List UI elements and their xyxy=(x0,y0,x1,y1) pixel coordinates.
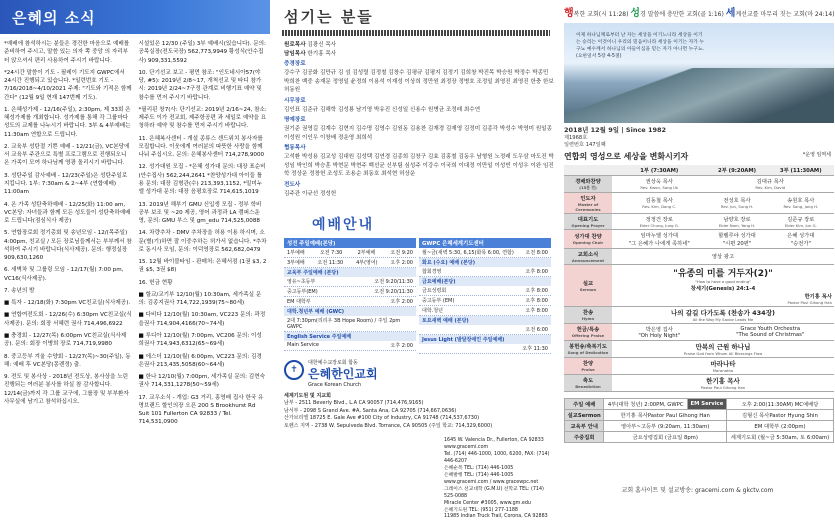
worship-table-right xyxy=(419,238,551,354)
news-item: 14. 차량추차 - DMV 추차장을 허용 이용 하시며, 소문(별(기)하면 잘 이중추하는 허가서 없습니다. *추차로 동시사 모임, 문의: 이덕영장로 562,682,0479 xyxy=(138,230,267,253)
order-cell xyxy=(707,213,768,229)
worship-table-left xyxy=(284,238,416,354)
address-block xyxy=(444,438,554,521)
news-item: *필리핀 창7(사: 단기선교: 2019년 2/16~24, 참소: 제주도 이가 전교회, 제주항공편 과 세일로 예약을 요청하라 예약 및 참수를 먼저 주시기 바랍니다. xyxy=(138,106,267,130)
table-row xyxy=(284,258,416,268)
order-cell-text: 권상욱 목사 xyxy=(645,179,673,186)
order-cell-en: Elder Kim, Jun G. xyxy=(784,222,817,228)
schedule-en: Sermon xyxy=(577,412,601,419)
table-row xyxy=(419,248,551,258)
title-divider xyxy=(282,30,550,36)
order-label-en: Song of Dedication xyxy=(567,350,609,356)
news-header xyxy=(0,0,270,34)
order-cell xyxy=(707,175,834,192)
section-text: 권기준 권영길 김계수 김현지 김수명 김영수 김원동 김용찬 김재경 김재영 김정미 김종각 박성수 박영미 원일종 이성원 이인우 이창배 정운영 최희석 xyxy=(284,125,553,141)
order-cell-text: 나의 갈길 다가도록 (찬송가 434장) xyxy=(671,308,775,317)
order-label-text: 경배와찬양 xyxy=(575,178,601,185)
order-cell xyxy=(768,192,834,213)
order-cell xyxy=(612,323,707,340)
news-left-column xyxy=(4,40,133,431)
branch-item: 산가브리엘 18725 E. Gale Ave #100 City of Industry, CA 91748 (714,537,6730) xyxy=(284,415,480,422)
pastor-name: 김광신 목사 xyxy=(307,42,337,48)
news-right-column xyxy=(139,40,268,431)
order-label-text: 성가대 찬양 xyxy=(574,234,602,241)
order-cell-en: Elder Chung, Jung G. xyxy=(639,222,679,228)
order-label xyxy=(564,175,612,192)
news-item: ■ 특자 - 12/18(화) 7:30pm VC친교실(식사제공). xyxy=(4,300,131,307)
order-cell-text: 은혜 성가대 "승전가" xyxy=(787,232,815,247)
order-label-text: 찬송 xyxy=(582,310,594,317)
motto-initial: 성 xyxy=(630,8,641,19)
order-cell-text: 할렐루야 성가대 "시편 20편" xyxy=(718,232,756,247)
table-subheading: 대학.청년부 예배 (GWC) xyxy=(284,307,416,316)
mountain-image xyxy=(564,68,834,123)
table-cell: 2부예배 xyxy=(357,250,376,257)
order-cell xyxy=(707,229,768,248)
news-item: 10. 단기선교 보고 - 평먼 참조: "인도네시아57(야당, #5): 2019년 2/8~17, 개척선교 및 타디 참가시: 2019년 2/24~7구정 관계로 비행기표 예약 및 참수를 먼저 주시기 바랍니다. xyxy=(138,69,262,101)
table-row xyxy=(284,316,416,332)
news-item: 7. 송년의 밤 xyxy=(4,287,35,294)
news-item: ■ 할교/교기부 12/10(월) 10:30am, 세가족실 문의: 김종지권사 714,722,1939(75~80세) xyxy=(138,291,262,307)
schedule-cell xyxy=(726,420,833,431)
order-row xyxy=(564,213,834,229)
table-cell: 오후 8:00 xyxy=(525,288,548,295)
church-logo-icon: ✝ xyxy=(284,360,304,380)
order-cell xyxy=(612,175,707,192)
order-row xyxy=(564,340,834,357)
order-cell xyxy=(707,323,834,340)
service-time-heading: 1부 (7:30AM) xyxy=(612,165,707,176)
table-cell: 오후 2:00 xyxy=(390,260,413,267)
news-title: 은혜의 소식 xyxy=(12,8,96,27)
staff-list xyxy=(284,41,554,198)
section-heading: 협동목사 xyxy=(284,145,306,152)
address-line: Miracle Center #3005, www.gm.edu xyxy=(444,500,531,506)
table-cell: EM 대학부 xyxy=(287,299,311,306)
order-cell-text: 김준규 장로 xyxy=(787,216,815,223)
table-row xyxy=(284,341,416,351)
news-item: ■ 루디아 12/10(월) 7:00pm, VC206 문의: 이성희권사 714,943,6312(65~69세) xyxy=(138,332,262,348)
table-subheading: 교육부 주일예배 (본당) xyxy=(284,268,416,277)
church-info xyxy=(284,360,554,389)
schedule-cell xyxy=(687,398,726,409)
schedule-row xyxy=(565,398,834,409)
address-line: Tel. (714) 446-1000, 1000, 6200, FAX: (714) 446-6207 xyxy=(444,451,550,464)
order-cell-text: Grace Youth Orchestra "The Sound of Christmas" xyxy=(736,325,805,338)
news-item: ■ 연합여전도회 - 12/26(수) 6:30pm VC친교실(식사제공). 문의: 회장 서혜련 권사 714,496,6922 xyxy=(4,312,132,327)
table-cell: 중고등부 (EM) xyxy=(422,298,455,305)
motto-text: 복한 교회(시 11:28) xyxy=(573,11,629,18)
order-label xyxy=(564,192,612,213)
section-heading: 전도사 xyxy=(284,181,301,188)
bulletin-date: 2018년 12월 9일 | Since 1982 xyxy=(564,126,667,134)
order-row xyxy=(564,306,834,323)
order-row xyxy=(564,374,834,391)
order-label-en: (15분 전) xyxy=(579,184,597,190)
branch-item: 남서부 - 2098 S Grand Ave. #A, Santa Ana, CA 92705 (714,667,0636) xyxy=(284,407,457,414)
address-line: 은혜발행 TEL: (714) 446-1005 xyxy=(444,472,514,478)
table-heading: 성전 주일예배(본당) xyxy=(284,238,416,248)
news-item: 2. 교육부 성탄절 기쁜 예배 - 12/21(금), VC본당에서 교육부 주관으로 특별 프로그램으로 진행되오니 온 가족이 모여 하나님께 영광 돌리시기 바랍니다. xyxy=(4,143,130,167)
schedule-text: 영아부~고등부 (9:20am, 11:30am) xyxy=(621,423,710,430)
table-cell: 오전 9:20/11:30 xyxy=(374,289,413,296)
schedule-cell xyxy=(565,431,604,442)
order-label xyxy=(564,264,612,306)
table-row xyxy=(419,286,551,296)
schedule-en: Pastor Hyung Shin xyxy=(769,412,818,419)
order-cell-text: "유종의 미를 거두자(2)" xyxy=(673,268,773,279)
schedule-cell xyxy=(565,409,604,420)
order-cell xyxy=(612,340,834,357)
order-cell-text: 만복의 근원 하나님 xyxy=(695,342,751,351)
senior-name: 한기홍 목사 xyxy=(307,50,337,57)
news-item: 12. 성가대원 모집 - *은혜 성가대 문의: 대장 표순비(안수집사) 562,244,2641 *찬양성가대 아이들 틀용 문의: 대장 김형관(수) 213,393,1152, *밀미누엘 성가대 문의: 대장 음평호장로 714,615,1019 xyxy=(138,164,266,196)
schedule-text: EM Service xyxy=(690,400,724,407)
table-subheading: Jesus Light (발달장애인 주일예배) xyxy=(419,335,551,344)
order-label-en: Benediction xyxy=(575,384,601,390)
order-label xyxy=(564,306,612,323)
pastor-role: 원로목사 xyxy=(284,42,306,48)
order-cell xyxy=(612,264,834,306)
table-subheading: 화요 (수요) 예배 (본당) xyxy=(419,258,551,267)
table-cell: 3부예배 xyxy=(287,260,305,267)
order-label-text: 교회소식 xyxy=(577,251,599,258)
order-cell xyxy=(768,213,834,229)
table-cell: 오후 8:00 xyxy=(525,298,548,305)
table-cell: 월~금(새벽 5:30, 6,15(화목 6:00, 연합) xyxy=(422,250,514,257)
schedule-text: 설교 xyxy=(567,412,578,419)
table-row xyxy=(419,306,551,316)
news-column xyxy=(0,0,270,497)
order-cell xyxy=(707,192,768,213)
section-text: 강수구 김공화 김만규 김 섬 김성렬 김정철 김창수 김평규 김평지 김정기 김희창 박진목 박승원 박정수 박종민 박희찬 백중 송재문 정영일 윤정희 이용석 이재성 이상희 정만원 최정장 정병호 조정일 최영진 최영진 한충 한보 허동원 xyxy=(284,69,554,94)
order-cell xyxy=(612,248,834,264)
bulletin-serial: 일련번호 147일째 xyxy=(564,141,606,148)
table-cell: 중고등부(EM) xyxy=(287,289,318,296)
table-row xyxy=(419,325,551,335)
order-row xyxy=(564,248,834,264)
order-of-service xyxy=(564,165,834,392)
order-label xyxy=(564,340,612,357)
schedule-cell xyxy=(565,398,604,409)
schedule-text: 교육부 안내 xyxy=(570,423,598,430)
table-row xyxy=(284,277,416,287)
schedule-cell xyxy=(604,398,687,409)
table-cell: 오전 9:20/11:30 xyxy=(374,279,413,286)
order-label-en: Offering Praise xyxy=(571,333,605,339)
church-motto xyxy=(564,4,835,19)
address-line: 은혜순복 TEL: (714) 446-1005 xyxy=(444,465,514,471)
news-item: ■ 충경회 - 12/27(목) 6:00pm VC친교실(식사제공). 문의: 회장 이병희 장로 714,719,9980 xyxy=(4,332,127,348)
order-cell-sub: All the Way My Savior Leads Me xyxy=(692,316,754,322)
news-item: 4. 온 가족 성탄축하예배 - 12/25(화) 11:00 am, VC본당: 자녀들과 함께 모든 성도들이 성탄축하예배로 드립니다(점심식사 제공) xyxy=(4,201,131,225)
table-heading: GWPC 은혜세계기도센터 xyxy=(419,238,551,248)
staff-title: 섬기는 분들 xyxy=(284,8,374,26)
news-item: 16. 헌금 현황 xyxy=(138,279,173,286)
order-label-text: 헌금/특송 xyxy=(576,327,600,334)
address-line: www.gracemi.com / www.gracewpc.net xyxy=(444,479,539,485)
order-label-text: 봉헌송/축복기도 xyxy=(569,344,607,351)
order-cell-text: 마라나타 xyxy=(710,359,736,368)
table-cell: 오전 11:30 xyxy=(317,260,344,267)
cover-verse: 이제 하나님께로부터 난 자는 세상을 이기느니라 세상을 이기는 승리는 이것이니 우리의 믿음이니라 세상을 이기는 자가 누구뇨 예수께서 하나님의 아들이심을 믿는 자가 아니면 누구뇨. (요한일서 5장 4-5절) xyxy=(576,33,705,59)
news-item: *예배에 참석하시는 분들은 경건한 마음으로 예배를 준비하여 주시고, 말씀 있는 의자 쪽 중앙 의 자리부터 앉으셔서 편리 사용하여 주시기 바랍니다. xyxy=(4,41,130,64)
schedule-row xyxy=(565,409,834,420)
section-heading: 명예장로 xyxy=(284,117,306,124)
order-cell xyxy=(768,229,834,248)
sermon-preacher-en: Pastor Paul Gihong Han xyxy=(787,299,832,305)
schedule-cell xyxy=(726,409,833,420)
order-cell xyxy=(612,357,834,374)
table-cell: 1부예배 xyxy=(287,250,305,257)
schedule-text: 오후 2:00(11:30AM) MC예배당 xyxy=(741,401,819,408)
news-item: ■ 다비다 12/10(월) 10:30am, VC223 문의: 곽정을권사 714,904,4166(70~74세) xyxy=(138,312,266,327)
address-line: 11985 Indian Truck Trail, Corona, CA 92883 xyxy=(444,514,548,520)
church-sub: 대한예수교장로회 합동 xyxy=(308,360,358,367)
motto-initial: 세 xyxy=(725,8,736,19)
order-cell-text: 전성호 목사 xyxy=(723,198,751,205)
order-label-text: 찬양 xyxy=(582,361,594,368)
table-cell: 오후 11:30 xyxy=(522,346,548,353)
table-subheading: English Service 주일예배 xyxy=(284,332,416,341)
schedule-cell xyxy=(604,431,726,442)
bulletin-volume: 제1968호 xyxy=(564,134,588,141)
news-item: 13. 2019년 해부기 GMU 신입생 모집 - 정부 학비 공부 보조 및 ~20 제공, 영어 과정과 LA 캠퍼스운영, 문의: GMU 부스 및 gm_edu 714,525,0088 xyxy=(138,201,262,225)
schedule-text: 주일 예배 xyxy=(573,401,596,408)
schedule-cell xyxy=(604,409,726,420)
staff-column xyxy=(278,0,554,520)
order-label xyxy=(564,357,612,374)
order-row xyxy=(564,264,834,306)
order-cell-en: Rev. Kwon, Sang Uk xyxy=(640,185,679,191)
order-label xyxy=(564,248,612,264)
table-row xyxy=(284,287,416,297)
order-cell xyxy=(612,374,834,391)
schedule-row xyxy=(565,420,834,431)
news-item: 9. 전도 및 봉사상 - 2018년 전도상, 봉사상을 노린 진행되는 여러분 봉사를 하실 참 감사합니다. 12/14(금)까지 각 그룹 교구에, 그룹장 및 부부환자 사무실에 남기고 참석하십시오. xyxy=(4,374,129,405)
order-cell xyxy=(612,306,834,323)
address-line: 1645 W. Valencia Dr., Fullerton, CA 92833 www.gracemi.com xyxy=(444,438,544,450)
date-block xyxy=(564,126,835,149)
table-cell: 대학.청년 xyxy=(422,308,443,315)
order-row xyxy=(564,229,834,248)
order-column xyxy=(560,0,835,497)
order-cell-en: Rev. Kim, Dong C. xyxy=(642,204,677,210)
section-heading: 시무장로 xyxy=(284,97,306,104)
schedule-cell xyxy=(726,431,833,442)
schedule-text: EM 대학부 (2:00pm) xyxy=(754,423,806,430)
order-header-row xyxy=(564,165,834,176)
church-name: 은혜한인교회 xyxy=(308,366,378,381)
schedule-en: Pastor Paul Gihong Han xyxy=(647,412,710,419)
sermon-preacher: 한기홍 목사 xyxy=(804,293,832,300)
news-item: ■ 한나 12/10(월) 7:00pm, 세가족실 문의: 김현숙권사 714,331,1278(50~59세) xyxy=(138,374,266,389)
order-cell-text: 송원호 목사 xyxy=(787,198,815,205)
address-line: 그레이스 선교대학 (G.M.U) 선학교 TEL: (714) 525-0088 xyxy=(444,486,544,499)
news-item: 11. 은혜복사센터 - 개설 종류스 센드위치 봉사자를 모집합니다. 이웃에게 여러분의 따뜻한 사랑을 함께 나눠 주십시오. 문의: 은혜봉사센터 714,278,9000 xyxy=(138,135,265,159)
senior-role: 담임목사 xyxy=(284,50,306,57)
news-item: ■ 에스더 12/10(월) 6:00pm, VC223 문의: 김경은권사 213,435,5058(60~64세) xyxy=(138,353,262,368)
order-cell-text: 박은영 집사 "Oh Holy Night" xyxy=(638,326,681,339)
section-text: 고석환 박성용 김교성 김대원 김성택 김연경 김종희 김창구 김효 김홍철 김동우 남형원 노정래 도우삼 마도진 박성임 박인희 박승훈 박현문 박현주 백선균 신부팀 심성주 이강수 이국희 이대정 이만일 이성빈 이성우 이완 임진학 정상운 정창헌 조성도 조용순 최동호 최석현 허상운 xyxy=(284,153,554,178)
news-item: 6. 새벽차 및 그룹링 모임 - 12/17(월) 7:00 pm, VC16(식사제공). xyxy=(4,267,124,282)
table-cell: 오후 2:00 xyxy=(390,343,413,350)
table-cell: 2대 7:30pm(리리우 3B Hope Room) / 주일 2pm GWPC xyxy=(287,318,401,331)
table-subheading: 금요예배(본당) xyxy=(419,277,551,286)
order-label-en: Opening Choir xyxy=(572,240,604,246)
section-text: 김인표 김준규 김해학 김성룡 남기영 박유진 신성일 신용수 원병균 조정래 최수연 xyxy=(284,106,481,113)
table-cell: 오전 6:00 xyxy=(525,327,548,334)
order-row xyxy=(564,192,834,213)
motto-initial: 행 xyxy=(564,8,574,19)
order-label-text: 축도 xyxy=(582,378,594,385)
order-label-en: Announcement xyxy=(571,257,605,263)
order-label-text: 인도자 xyxy=(580,195,596,202)
schedule-text: 주중집회 xyxy=(574,434,595,441)
branch-item: 토렌스 지역 - 2738 W. Sepulveda Blvd. Torrance, CA 90505 (주일 학교: 714,329,6000) xyxy=(284,422,493,429)
table-cell: 오후 8:00 xyxy=(525,269,548,276)
weekly-schedule xyxy=(564,398,834,443)
order-cell-text: 정정건 장로 xyxy=(645,216,673,223)
order-cell-text: 한기홍 목사 xyxy=(706,376,740,385)
schedule-text: 세계기도회 (월~금 5:30am, 토 6:00am) xyxy=(730,434,830,441)
order-label-en: Hymn xyxy=(581,316,595,322)
order-row xyxy=(564,323,834,340)
order-label xyxy=(564,213,612,229)
table-row xyxy=(419,267,551,277)
table-subheading: 토요새벽 예배 (본당) xyxy=(419,316,551,325)
order-cell-sub: Praise God from Whom All Blessings Flow xyxy=(683,350,763,356)
schedule-row xyxy=(565,431,834,442)
news-item: 15. 12월 바이블타임 - 판매처: 은혜서점 (1권 $3, 2권 $5, 3권 $8) xyxy=(138,259,267,274)
branch-item: 남부 - 2511 Beverly Blvd., L.A CA 90057 (714,476,9165) xyxy=(284,400,424,407)
service-time-heading: 3부 (11:30AM) xyxy=(768,165,834,176)
table-row xyxy=(284,248,416,258)
cover-photo xyxy=(564,23,834,123)
table-cell: 금요성령회 xyxy=(422,288,447,295)
order-cell xyxy=(612,192,707,213)
order-cell-text: 김대규 목사 xyxy=(756,179,784,186)
order-cell-sub: "How to have a good ending" xyxy=(695,278,751,284)
news-item: 17. 교우소식 - 개업: G3 거리, 홍영배 집사 한국 유명브랜드 할인의장 오픈 200 S Brookhurst Rd Suit 101 Fullerton CA 92833 / Tel. 714,531,0900 xyxy=(138,394,264,426)
address-line: 은혜기도원 TEL: (951) 277-1188 xyxy=(444,507,518,513)
table-cell: 오전 9:20 xyxy=(390,250,413,257)
table-row xyxy=(419,296,551,306)
schedule-cell xyxy=(726,398,833,409)
order-cell-en: Rev. Jun, Sung H. xyxy=(720,204,754,210)
order-cell-text: 임마누엘 성가대 "그 은혜가 나에게 족하네" xyxy=(628,232,690,247)
order-label-en: Praise xyxy=(581,367,595,373)
table-row xyxy=(284,297,416,307)
table-cell: 영유~초등부 xyxy=(287,279,316,286)
order-label-text: 대표기도 xyxy=(577,216,599,223)
order-cell-text: 김동철 목사 xyxy=(645,198,673,205)
news-item: *24시간 말씀이 기도 - 필레이 기도지 GWPC에서 24시간 진행되고 있습니다. *일련번호 기도 - 7/16/2018~4/10/2021 주제: "기도와 기적은 함께 간다" (12월 9일 현재 147번째 기도). xyxy=(4,69,132,101)
table-row xyxy=(419,344,551,354)
order-label-en: Master of Ceremonies xyxy=(575,201,601,212)
footer-url: 교회 홈사이트 및 설교방송: gracemi.com & gkctv.com xyxy=(621,487,774,494)
news-item: 1. 은혜성가제 - 12/16(주일), 2:30pm, 제 33회 은혜성가제를 개최합니다. 성가제를 통해 각 그룹마다 성도의 교제를 나누시기 바랍니다. 3부 & 4부예배는 11:30am 연합으로 드립니다. xyxy=(4,106,131,138)
table-cell: 오전 7:30 xyxy=(319,250,343,257)
worship-title: 예배안내 xyxy=(312,217,375,234)
order-cell-en: Rev. Kim, David xyxy=(755,185,786,191)
table-cell: 오후 2:00 xyxy=(390,299,413,306)
sermon-ref: 창세기(Genesis) 24:1-4 xyxy=(690,285,756,292)
schedule-text: 한기홍 목사 xyxy=(620,412,648,419)
order-label-en: Sermon xyxy=(579,286,597,292)
schedule-text: 김형신 목사 xyxy=(742,412,770,419)
order-label xyxy=(564,374,612,391)
worship-tables xyxy=(284,238,554,354)
schedule-text: 4부(대학 청년) 2:00PM, GWPC xyxy=(607,401,684,408)
news-item: 8. 중고등부 겨울 수양회 - 12/27(목)~30(주일), 동해: 예배 후 VC본당(몽렌정) 출. xyxy=(4,353,131,368)
table-cell: 오전 8:00 xyxy=(525,250,548,257)
section-text: 김주관 이규선 정성헌 xyxy=(284,190,337,197)
news-item: 시설있은 12/30 (주일) 3부 예배시(있습니다). 문의: 공목실장(전도국장) 562,773,9949 황성식(안수집사) 909,331,5592 xyxy=(138,41,266,64)
theme-text: 연합의 영성으로 세상을 변화시키자 xyxy=(564,151,689,161)
order-cell-text: 영상 광고 xyxy=(711,254,735,261)
section-heading: 증경장로 xyxy=(284,61,306,68)
table-cell: 합회경영 xyxy=(422,269,442,276)
order-cell-sub: Maranatha xyxy=(712,367,734,373)
news-body xyxy=(0,34,270,431)
schedule-cell xyxy=(604,420,726,431)
schedule-text: 금요성령집회 (금요일 8pm) xyxy=(632,434,698,441)
order-cell-en: Rev. Song, Jong H. xyxy=(783,204,819,210)
motto-text: 경 말씀에 충만한 교회(골 1:16) xyxy=(640,11,724,18)
theme-note: *운영 임역세 xyxy=(802,151,831,158)
order-cell xyxy=(612,229,707,248)
order-label xyxy=(564,323,612,340)
order-row xyxy=(564,175,834,192)
order-row xyxy=(564,357,834,374)
order-label xyxy=(564,229,612,248)
news-item: 5. 연합장로회 정기총회 및 송년모임 - 12/(목주일) 4:00pm, 친교실 / 모든 장로님들께서는 부부께서 참석하여 주시기 바랍니다(식사제공). 문의: 행정실장 909,630,1260 xyxy=(4,230,132,262)
church-eng: Grace Korean Church xyxy=(308,382,362,389)
service-time-heading: 2부 (9:20AM) xyxy=(707,165,768,176)
order-label-text: 설교 xyxy=(582,280,594,287)
header-cell xyxy=(564,165,612,176)
branches xyxy=(284,393,554,431)
order-cell-sub: Pastor Paul Gihong Han xyxy=(700,384,746,390)
table-cell: 오후 8:00 xyxy=(525,308,548,315)
motto-text: 계선교를 마무리 짓는 교회(마 24:14) xyxy=(735,11,835,18)
table-cell: 4부(영어) xyxy=(356,260,378,267)
table-cell: Main Service xyxy=(287,342,320,349)
order-label-en: Opening Prayer xyxy=(571,222,605,228)
order-cell-text: 남양호 장로 xyxy=(723,216,751,223)
schedule-cell xyxy=(565,420,604,431)
yearly-theme xyxy=(564,151,835,162)
branch-title: 세계기도원 및 지교회 xyxy=(284,392,331,399)
order-cell-en: Elder Nam, Yang H. xyxy=(718,222,756,228)
news-item: 3. 성탄주일 감사예배 - 12/23(주일)은 성탄주일로 지킵니다. 1부: 7:30am & 2~4부 (연합예배) 11:00am xyxy=(4,172,128,196)
order-cell xyxy=(612,213,707,229)
